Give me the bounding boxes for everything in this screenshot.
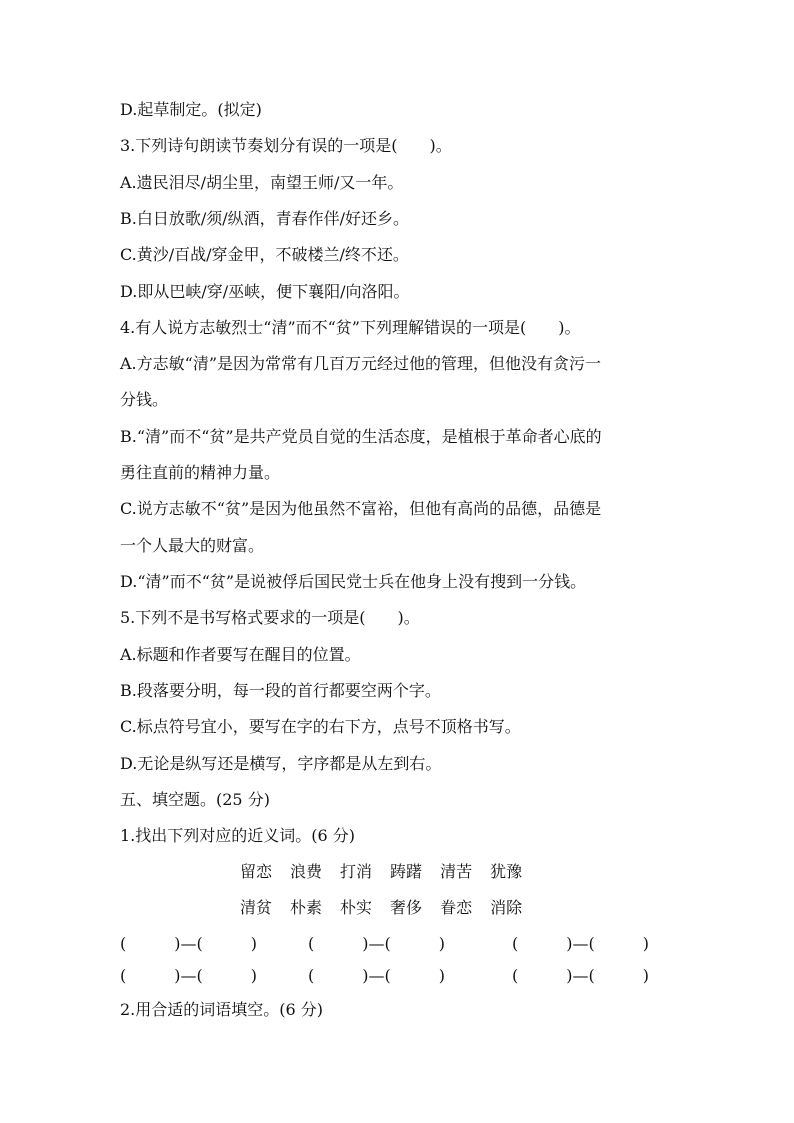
word: 奢侈: [390, 898, 423, 917]
word: 浪费: [290, 862, 323, 881]
answer-pair-blank[interactable]: ( )—( ): [308, 966, 445, 985]
question-3-option-c: C.黄沙/百战/穿金甲，不破楼兰/终不还。: [120, 245, 409, 264]
question-4-option-a-line2: 分钱。: [120, 390, 169, 409]
word: 踌躇: [390, 862, 423, 881]
word: 眷恋: [440, 898, 473, 917]
answer-pair-blank[interactable]: ( )—( ): [120, 934, 257, 953]
word: 清贫: [240, 898, 273, 917]
word: 打消: [340, 862, 373, 881]
word: 留恋: [240, 862, 273, 881]
question-4: 4.有人说方志敏烈士“清”而不“贫”下列理解错误的一项是( )。: [120, 318, 581, 337]
answer-pairs-row-1: [120, 934, 668, 954]
question-4-option-a-line1: A.方志敏“清”是因为常常有几百万元经过他的管理，但他没有贪污一: [120, 354, 602, 373]
word-bank-row-2: [240, 898, 522, 918]
answer-pair-blank[interactable]: ( )—( ): [512, 966, 649, 985]
question-4-option-b-line1: B.“清”而不“贫”是共产党员自觉的生活态度，是植根于革命者心底的: [120, 427, 602, 446]
word: 朴实: [340, 898, 373, 917]
question-5-option-b: B.段落要分明，每一段的首行都要空两个字。: [120, 681, 441, 700]
answer-pair-blank[interactable]: ( )—( ): [512, 934, 649, 953]
question-5-option-d: D.无论是纵写还是横写，字序都是从左到右。: [120, 754, 442, 773]
question-3-option-d: D.即从巴峡/穿/巫峡，便下襄阳/向洛阳。: [120, 282, 410, 301]
fill-question-1: 1.找出下列对应的近义词。(6 分): [120, 826, 356, 845]
answer-pair-blank[interactable]: ( )—( ): [120, 966, 257, 985]
answer-pair-blank[interactable]: ( )—( ): [308, 934, 445, 953]
question-4-option-b-line2: 勇往直前的精神力量。: [120, 463, 281, 482]
question-4-option-d: D.“清”而不“贫”是说被俘后国民党士兵在他身上没有搜到一分钱。: [120, 572, 587, 591]
question-4-option-c-line1: C.说方志敏不“贫”是因为他虽然不富裕，但他有高尚的品德，品德是: [120, 499, 602, 518]
question-3: 3.下列诗句朗读节奏划分有误的一项是( )。: [120, 136, 452, 155]
question-5: 5.下列不是书写格式要求的一项是( )。: [120, 608, 420, 627]
answer-pairs-row-2: [120, 966, 668, 986]
question-3-option-b: B.白日放歌/须/纵酒，青春作伴/好还乡。: [120, 209, 410, 228]
word: 清苦: [440, 862, 473, 881]
question-5-option-a: A.标题和作者要写在醒目的位置。: [120, 645, 361, 664]
section-5-heading: 五、填空题。(25 分): [120, 790, 270, 809]
option-d-line: D.起草制定。(拟定): [120, 100, 262, 119]
question-5-option-c: C.标点符号宜小，要写在字的右下方，点号不顶格书写。: [120, 717, 521, 736]
question-3-option-a: A.遗民泪尽/胡尘里，南望王师/又一年。: [120, 173, 404, 192]
word: 消除: [490, 898, 523, 917]
word-bank-row-1: [240, 862, 522, 882]
question-4-option-c-line2: 一个人最大的财富。: [120, 536, 265, 555]
word: 犹豫: [490, 862, 523, 881]
fill-question-2: 2.用合适的词语填空。(6 分): [120, 1000, 324, 1019]
word: 朴素: [290, 898, 323, 917]
